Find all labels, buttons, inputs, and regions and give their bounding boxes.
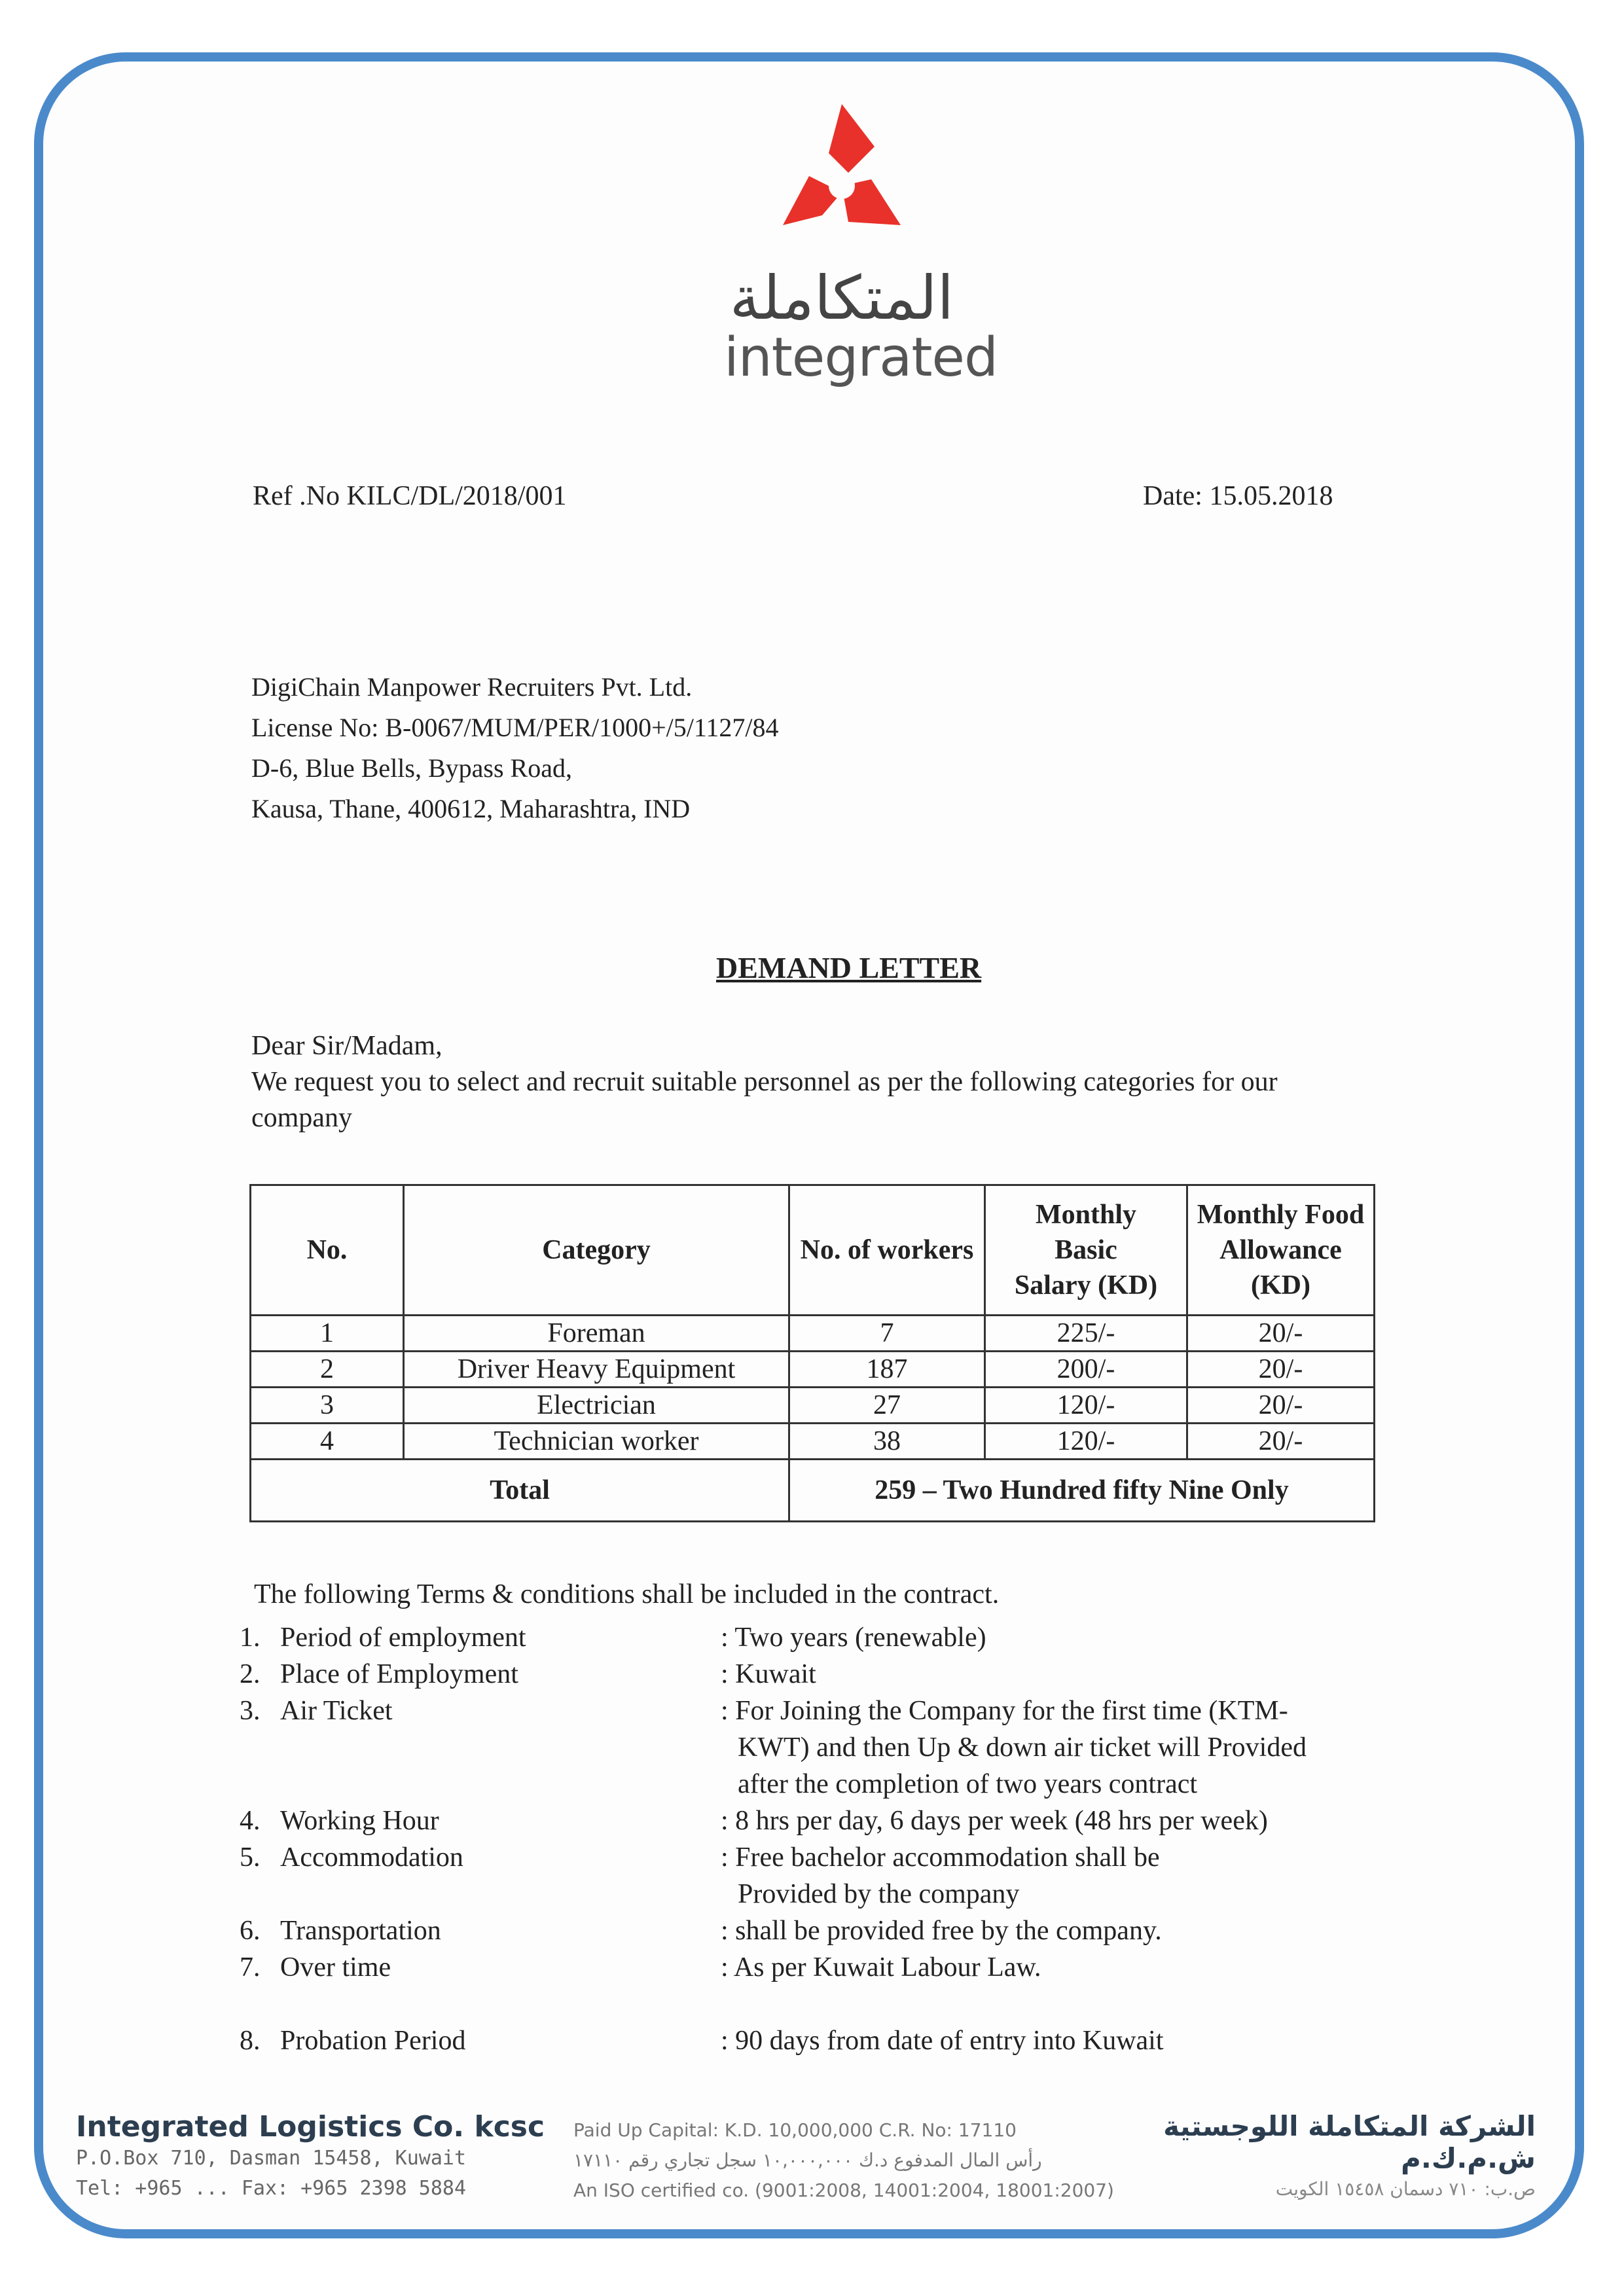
ref-number: Ref .No KILC/DL/2018/001 [253, 481, 567, 511]
cell-salary: 120/- [985, 1424, 1187, 1460]
cell-salary: 120/- [985, 1388, 1187, 1424]
term-number: 8. [240, 2026, 261, 2056]
header-salary-line: Basic [1055, 1235, 1117, 1265]
letter-date: Date: 15.05.2018 [1143, 481, 1333, 511]
term-spacer [240, 1986, 1451, 2022]
cell-no: 4 [251, 1424, 404, 1460]
header-workers: No. of workers [789, 1185, 985, 1316]
cell-food: 20/- [1187, 1352, 1375, 1388]
document-frame [34, 52, 1584, 2238]
recipient-line: License No: B-0067/MUM/PER/1000+/5/1127/84 [251, 713, 779, 742]
table-header-row [251, 1185, 1375, 1316]
cell-workers: 7 [789, 1316, 985, 1352]
cell-salary: 200/- [985, 1352, 1187, 1388]
cell-no: 3 [251, 1388, 404, 1424]
footer-iso: An ISO certified co. (9001:2008, 14001:2004, 18001:2007) [573, 2179, 1114, 2201]
cell-food: 20/- [1187, 1316, 1375, 1352]
footer-company-name: Integrated Logistics Co. kcsc [76, 2110, 545, 2144]
demand-table [249, 1184, 1375, 1522]
recipient-address [251, 667, 779, 829]
term-value: : shall be provided free by the company. [721, 1916, 1162, 1946]
footer-arabic [1117, 2110, 1536, 2204]
cell-category: Foreman [404, 1316, 789, 1352]
header-food-line: Monthly Food [1197, 1200, 1365, 1230]
footer-address-arabic: ص.ب: ٧١٠ دسمان ١٥٤٥٨ الكويت [1275, 2178, 1536, 2200]
term-label: Probation Period [280, 2026, 466, 2056]
recipient-line: DigiChain Manpower Recruiters Pvt. Ltd. [251, 672, 693, 702]
header-category: Category [404, 1185, 789, 1316]
term-number: 3. [240, 1696, 261, 1726]
header-salary-line: Salary (KD) [1014, 1270, 1158, 1300]
term-value: : Kuwait [721, 1659, 816, 1689]
term-label: Transportation [280, 1916, 441, 1946]
term-item [240, 1656, 1451, 1693]
salutation: Dear Sir/Madam, [251, 1031, 442, 1061]
footer-english [76, 2110, 545, 2204]
footer-address: P.O.Box 710, Dasman 15458, Kuwait [76, 2147, 467, 2170]
cell-food: 20/- [1187, 1424, 1375, 1460]
table-row [251, 1352, 1375, 1388]
logo-arabic-text: المتكاملة [729, 263, 954, 333]
intro-line: company [251, 1103, 352, 1133]
table-row [251, 1388, 1375, 1424]
total-label: Total [251, 1460, 789, 1522]
term-value: : As per Kuwait Labour Law. [721, 1952, 1041, 1982]
footer-registration [573, 2110, 1114, 2206]
term-value: : 8 hrs per day, 6 days per week (48 hrs per week) [721, 1806, 1268, 1836]
cell-food: 20/- [1187, 1388, 1375, 1424]
term-number: 1. [240, 1623, 261, 1653]
term-label: Working Hour [280, 1806, 439, 1836]
term-number: 5. [240, 1842, 261, 1873]
table-row [251, 1424, 1375, 1460]
terms-list [240, 1619, 1451, 2059]
total-value: 259 – Two Hundred fifty Nine Only [789, 1460, 1375, 1522]
cell-category: Technician worker [404, 1424, 789, 1460]
term-item [240, 1949, 1451, 1986]
term-item [240, 1619, 1451, 1656]
header-food [1187, 1185, 1375, 1316]
term-item [240, 1839, 1451, 1912]
cell-workers: 38 [789, 1424, 985, 1460]
header-no: No. [251, 1185, 404, 1316]
cell-no: 2 [251, 1352, 404, 1388]
footer-phone: Tel: +965 ... Fax: +965 2398 5884 [76, 2177, 467, 2200]
company-logo [724, 94, 998, 389]
cell-category: Driver Heavy Equipment [404, 1352, 789, 1388]
term-value: : Free bachelor accommodation shall be Provided by the company [721, 1842, 1160, 1909]
cell-no: 1 [251, 1316, 404, 1352]
table-row [251, 1316, 1375, 1352]
triskelion-logo-icon [744, 94, 940, 264]
term-item [240, 2022, 1451, 2059]
header-salary-line: Monthly [1035, 1200, 1136, 1230]
cell-category: Electrician [404, 1388, 789, 1424]
term-value: : Two years (renewable) [721, 1623, 986, 1653]
cell-salary: 225/- [985, 1316, 1187, 1352]
header-food-line: Allowance [1219, 1235, 1342, 1265]
term-number: 2. [240, 1659, 261, 1689]
term-value: : For Joining the Company for the first time (KTM-KWT) and then Up & down air ticket will Provided after the completion of two years contract [721, 1696, 1307, 1799]
cell-workers: 187 [789, 1352, 985, 1388]
footer-capital: Paid Up Capital: K.D. 10,000,000 C.R. No: 17110 [573, 2119, 1017, 2141]
term-label: Air Ticket [280, 1696, 393, 1726]
cell-workers: 27 [789, 1388, 985, 1424]
logo-english-text: integrated [724, 327, 998, 389]
recipient-line: Kausa, Thane, 400612, Maharashtra, IND [251, 794, 691, 823]
intro-line: We request you to select and recruit suitable personnel as per the following categories for our [251, 1067, 1278, 1097]
term-label: Place of Employment [280, 1659, 518, 1689]
header-food-line: (KD) [1251, 1270, 1310, 1300]
recipient-line: D-6, Blue Bells, Bypass Road, [251, 753, 572, 783]
footer-company-name-arabic: الشركة المتكاملة اللوجستية ش.م.ك.م [1163, 2110, 1536, 2174]
footer-capital-arabic: رأس المال المدفوع د.ك ١٠,٠٠٠,٠٠٠ سجل تجاري رقم ١٧١١٠ [573, 2149, 1042, 2171]
term-item [240, 1803, 1451, 1839]
term-number: 6. [240, 1916, 261, 1946]
terms-intro: The following Terms & conditions shall be included in the contract. [254, 1579, 1000, 1609]
term-label: Accommodation [280, 1842, 463, 1873]
term-value: : 90 days from date of entry into Kuwait [721, 2026, 1164, 2056]
term-label: Period of employment [280, 1623, 526, 1653]
term-number: 7. [240, 1952, 261, 1982]
term-label: Over time [280, 1952, 391, 1982]
term-number: 4. [240, 1806, 261, 1836]
table-total-row [251, 1460, 1375, 1522]
document-title: DEMAND LETTER [716, 951, 982, 984]
header-salary [985, 1185, 1187, 1316]
term-item [240, 1693, 1451, 1803]
term-item [240, 1912, 1451, 1949]
